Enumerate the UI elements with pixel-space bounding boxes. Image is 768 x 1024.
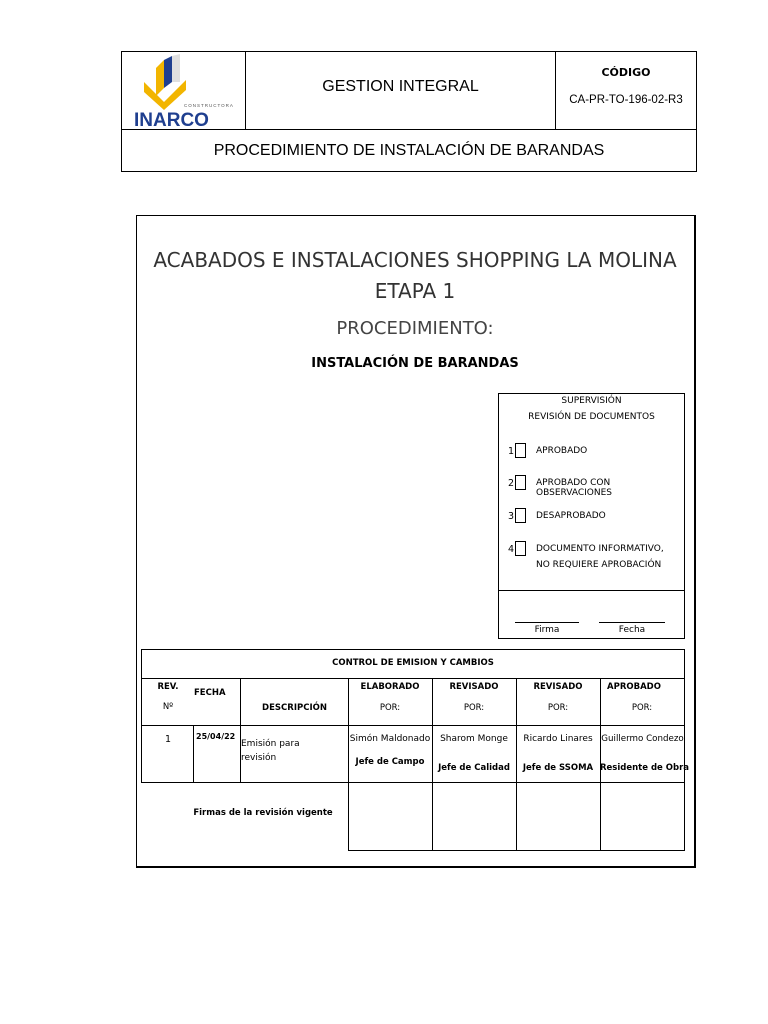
row-desc-line2: revisión <box>241 753 277 763</box>
supervision-subtitle: REVISIÓN DE DOCUMENTOS <box>528 412 655 422</box>
supervision-box <box>498 393 685 639</box>
header-rev: REV. <box>157 682 179 692</box>
supervision-title: SUPERVISIÓN <box>561 396 622 406</box>
option-label: APROBADO <box>536 446 588 456</box>
firma-line <box>515 622 579 623</box>
header-descripcion: DESCRIPCIÓN <box>262 703 327 713</box>
checkbox-approved-observations[interactable] <box>515 475 526 490</box>
header-por: POR: <box>631 703 653 713</box>
code-value: CA-PR-TO-196-02-R3 <box>569 94 683 106</box>
svg-text:CONSTRUCTORA: CONSTRUCTORA <box>184 103 234 108</box>
checkbox-approved[interactable] <box>515 443 526 458</box>
col-divider <box>684 782 685 851</box>
option-number: 4 <box>508 544 515 555</box>
header-revisado: REVISADO <box>533 682 583 692</box>
elaborado-name: Simón Maldonado <box>349 734 431 744</box>
header-revisado: REVISADO <box>449 682 499 692</box>
elaborado-role: Jefe de Campo <box>355 757 425 767</box>
header-aprobado: APROBADO <box>607 682 661 692</box>
document-header <box>121 51 697 172</box>
svg-text:INARCO: INARCO <box>134 110 209 129</box>
header-por: POR: <box>547 703 569 713</box>
revisado1-role: Jefe de Calidad <box>438 763 510 773</box>
option-label-2: NO REQUIERE APROBACIÓN <box>536 560 662 570</box>
row-fecha: 25/04/22 <box>196 732 236 741</box>
header-por: POR: <box>463 703 485 713</box>
procedure-label: PROCEDIMIENTO: <box>336 318 494 339</box>
option-label: DESAPROBADO <box>536 511 606 521</box>
divider <box>499 590 684 591</box>
fecha-line <box>599 622 665 623</box>
project-title-line1: ACABADOS E INSTALACIONES SHOPPING LA MOLINA <box>153 248 677 272</box>
aprobado-role: Residente de Obra <box>600 763 690 773</box>
code-label: CÓDIGO <box>601 66 651 79</box>
checkbox-informative[interactable] <box>515 541 526 556</box>
row-desc-line1: Emisión para <box>241 739 300 749</box>
revisado2-role: Jefe de SSOMA <box>522 763 594 773</box>
revisado2-name: Ricardo Linares <box>523 734 593 744</box>
firma-label: Firma <box>534 625 560 635</box>
option-label: DOCUMENTO INFORMATIVO, <box>536 544 664 554</box>
inarco-logo-icon <box>122 52 244 129</box>
control-title: CONTROL DE EMISION Y CAMBIOS <box>332 658 494 668</box>
project-title <box>150 245 680 307</box>
option-label: APROBADO CON OBSERVACIONES <box>536 478 612 498</box>
header-title: GESTION INTEGRAL <box>246 52 556 129</box>
fecha-label: Fecha <box>618 625 646 635</box>
row-divider <box>141 782 685 783</box>
row-rev: 1 <box>164 734 172 745</box>
project-title-line2: ETAPA 1 <box>374 279 456 303</box>
col-divider <box>240 679 241 782</box>
row-divider <box>141 725 685 726</box>
control-title-cell <box>141 649 685 679</box>
header-por: POR: <box>379 703 401 713</box>
company-logo <box>122 52 246 129</box>
code-block <box>556 52 696 129</box>
procedure-name: INSTALACIÓN DE BARANDAS <box>311 356 519 371</box>
header-rev-no: Nº <box>162 702 174 712</box>
row-divider <box>348 850 685 851</box>
header-fecha: FECHA <box>194 688 226 698</box>
option-number: 2 <box>508 478 515 489</box>
aprobado-name: Guillermo Condezo <box>601 734 684 744</box>
control-table <box>141 649 690 851</box>
signatures-label: Firmas de la revisión vigente <box>193 808 333 818</box>
revisado1-name: Sharom Monge <box>440 734 508 744</box>
col-divider <box>193 725 194 782</box>
option-number: 1 <box>508 446 515 457</box>
checkbox-disapproved[interactable] <box>515 508 526 523</box>
option-number: 3 <box>508 511 515 522</box>
procedure-title: PROCEDIMIENTO DE INSTALACIÓN DE BARANDAS <box>122 129 696 171</box>
header-elaborado: ELABORADO <box>360 682 420 692</box>
